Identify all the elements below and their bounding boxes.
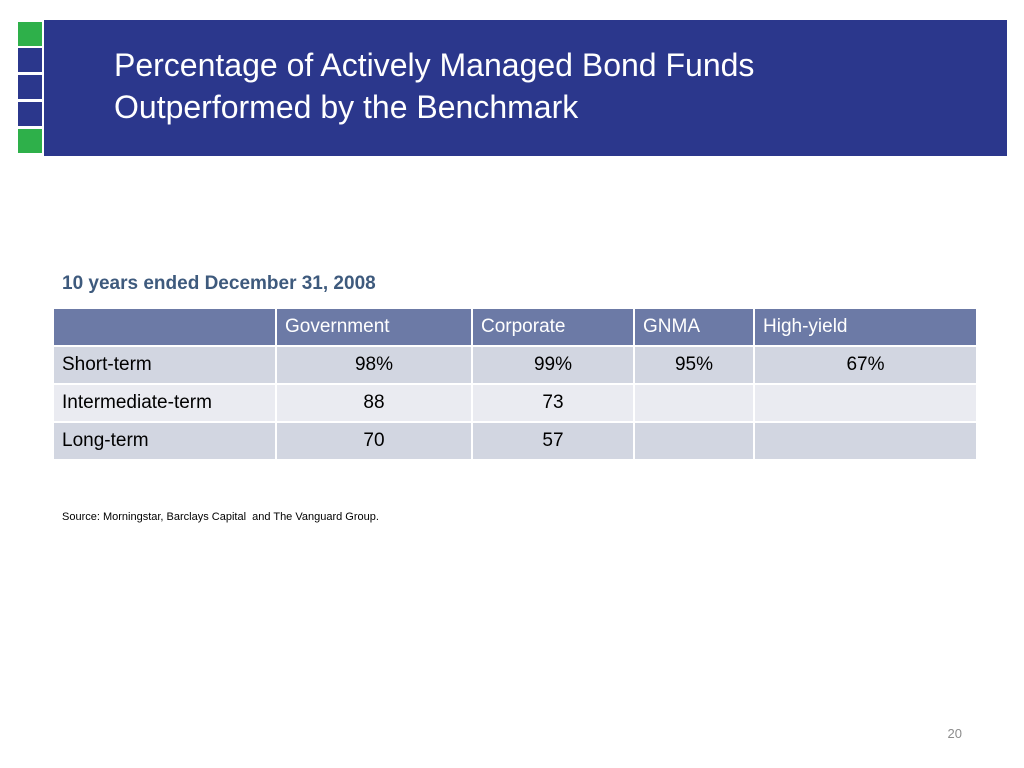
table-subtitle: 10 years ended December 31, 2008 — [62, 273, 376, 294]
header-cell-gnma: GNMA — [634, 308, 754, 346]
table-cell — [754, 422, 977, 460]
table-cell: 98% — [276, 346, 472, 384]
table-header-row — [53, 308, 977, 346]
table-cell: 73 — [472, 384, 634, 422]
row-label: Long-term — [53, 422, 276, 460]
header-cell-corporate: Corporate — [472, 308, 634, 346]
row-label: Short-term — [53, 346, 276, 384]
table-cell — [634, 384, 754, 422]
bond-funds-table — [52, 307, 978, 461]
page-number: 20 — [947, 726, 962, 741]
source-note: Source: Morningstar, Barclays Capital and The Vanguard Group. — [62, 511, 379, 523]
table-row — [53, 422, 977, 460]
header-cell-empty — [53, 308, 276, 346]
slide-title — [114, 44, 994, 128]
table-cell — [634, 422, 754, 460]
header-cell-government: Government — [276, 308, 472, 346]
table-cell — [754, 384, 977, 422]
slide-title-line-2: Outperformed by the Benchmark — [114, 89, 579, 125]
row-label: Intermediate-term — [53, 384, 276, 422]
table-cell: 95% — [634, 346, 754, 384]
table-cell: 99% — [472, 346, 634, 384]
table-cell: 57 — [472, 422, 634, 460]
slide-title-line-1: Percentage of Actively Managed Bond Funds — [114, 47, 755, 83]
table-row — [53, 346, 977, 384]
table-row — [53, 384, 977, 422]
table-cell: 88 — [276, 384, 472, 422]
table-cell: 67% — [754, 346, 977, 384]
header-cell-high-yield: High-yield — [754, 308, 977, 346]
table-cell: 70 — [276, 422, 472, 460]
